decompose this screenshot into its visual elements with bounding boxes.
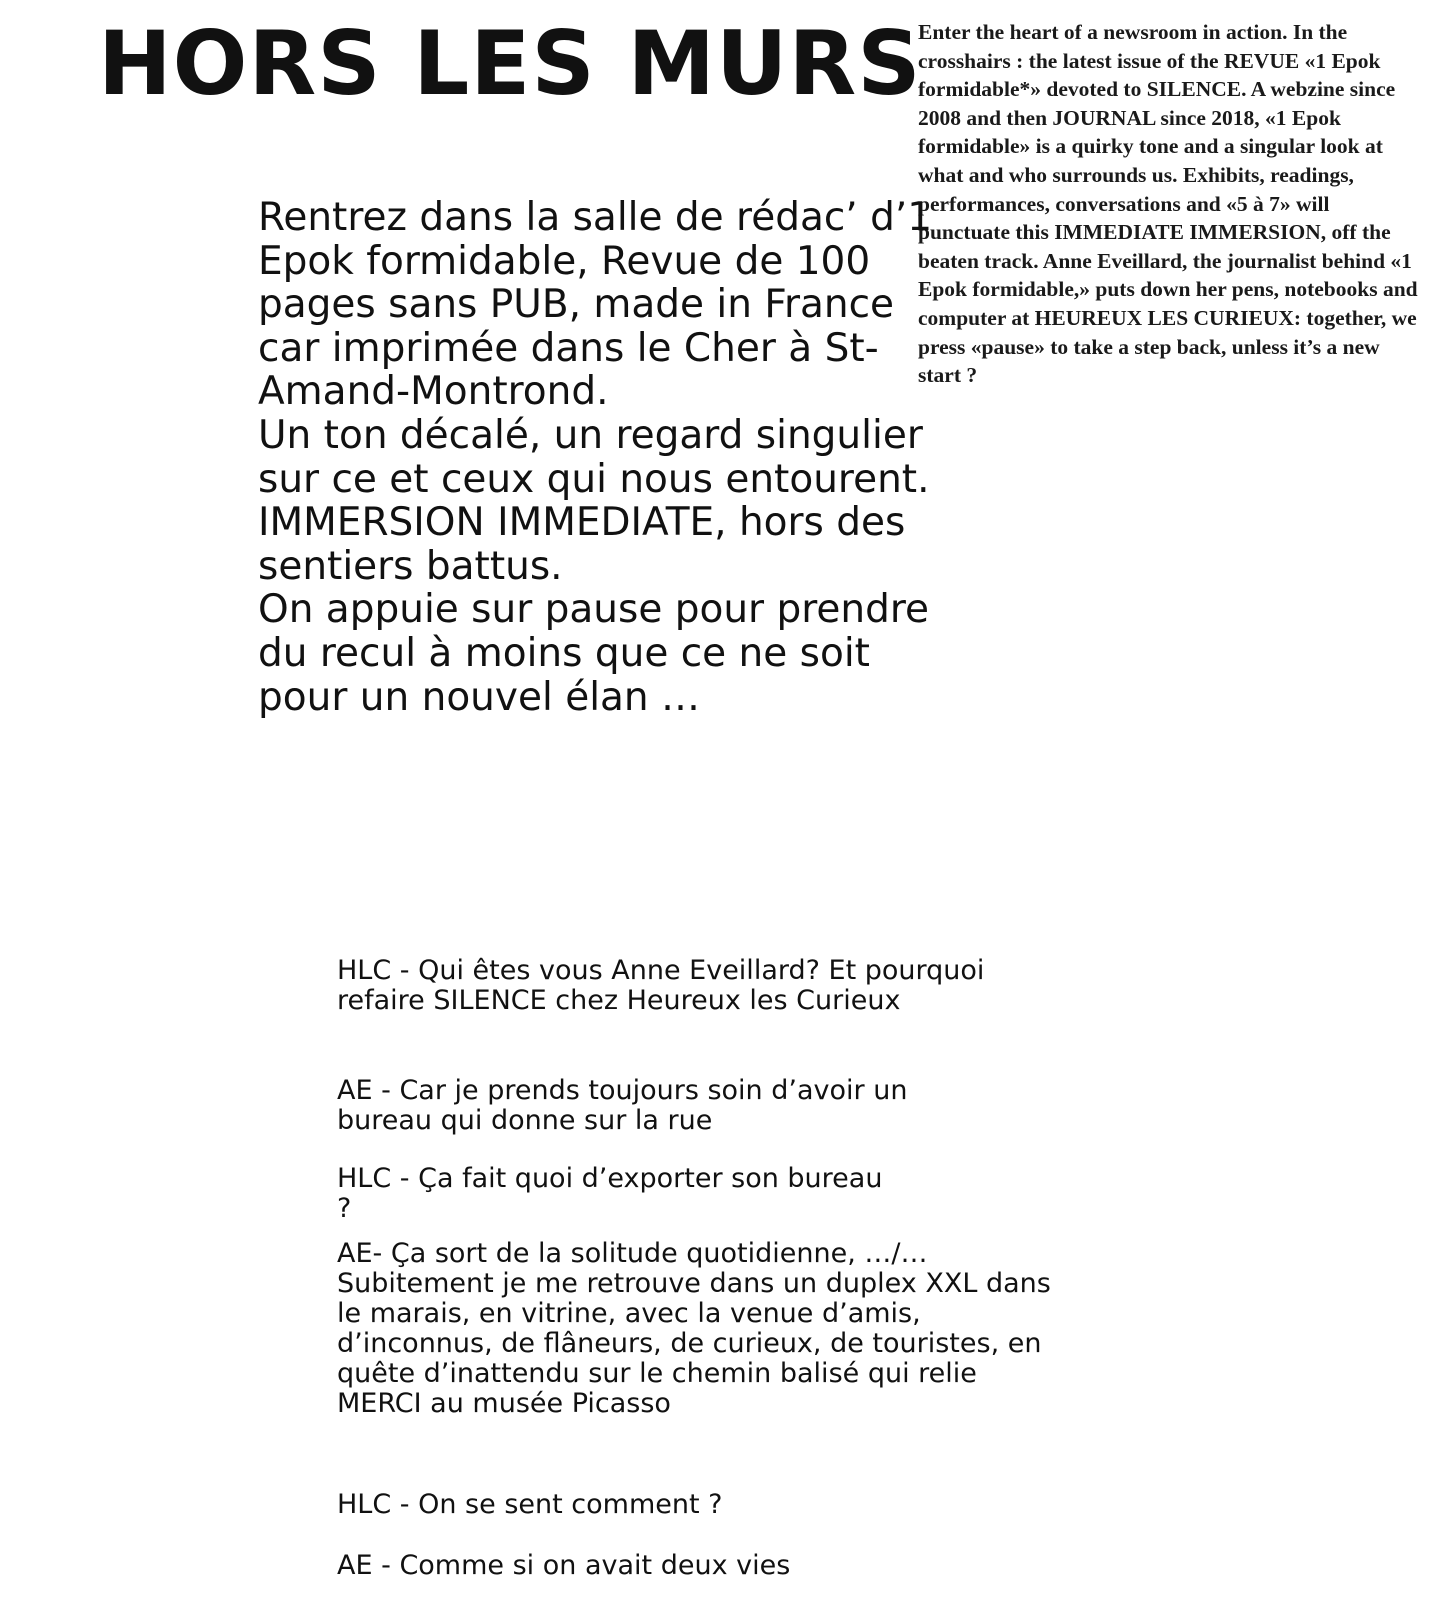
interview-answer: AE - Comme si on avait deux vies <box>337 1550 791 1581</box>
english-intro-text: Enter the heart of a newsroom in action. In the crosshairs : the latest issue of the REVUE «1 Epok formidable*» devoted to SILENCE. A webzine since 2008 and then JOURNAL since 2018, «1 Epok formidable» is a quirky tone and a singular look at what and who surrounds us. Exhibits, readings, performances, conversations and «5 à 7» will punctuate this IMMEDIATE IMMERSION, off the beaten track. Anne Eveillard, the journalist behind «1 Epok formidable,» puts down her pens, notebooks and computer at HEUREUX LES CURIEUX: together, we press «pause» to take a step back, unless it’s a new start ? <box>918 20 1418 388</box>
french-intro-paragraph: Un ton décalé, un regard singulier sur ce et ceux qui nous entourent. IMMERSION IMMEDIATE, hors des sentiers battus. <box>258 412 930 589</box>
interview-answer: AE- Ça sort de la solitude quotidienne, …/… Subitement je me retrouve dans un duplex XXL dans le marais, en vitrine, avec la venue d’amis, d’inconnus, de flâneurs, de curieux, de touristes, en quête d’inattendu sur le chemin balisé qui relie MERCI au musée Picasso <box>337 1238 1051 1419</box>
french-intro-paragraph: Rentrez dans la salle de rédac’ d’1 Epok formidable, Revue de 100 pages sans PUB, made in France car imprimée dans le Cher à St-Amand-Montrond. <box>258 195 933 415</box>
french-intro-paragraph: On appuie sur pause pour prendre du recul à moins que ce ne soit pour un nouvel élan … <box>258 587 930 720</box>
interview-question: HLC - Qui êtes vous Anne Eveillard? Et pourquoi refaire SILENCE chez Heureux les Curieux <box>337 955 985 1016</box>
interview-question: HLC - Ça fait quoi d’exporter son bureau ? <box>337 1163 883 1224</box>
french-intro <box>258 196 958 719</box>
interview-question: HLC - On se sent comment ? <box>337 1489 723 1520</box>
page-title: HORS LES MURS <box>98 12 922 115</box>
interview-answer: AE - Car je prends toujours soin d’avoir un bureau qui donne sur la rue <box>337 1075 908 1136</box>
